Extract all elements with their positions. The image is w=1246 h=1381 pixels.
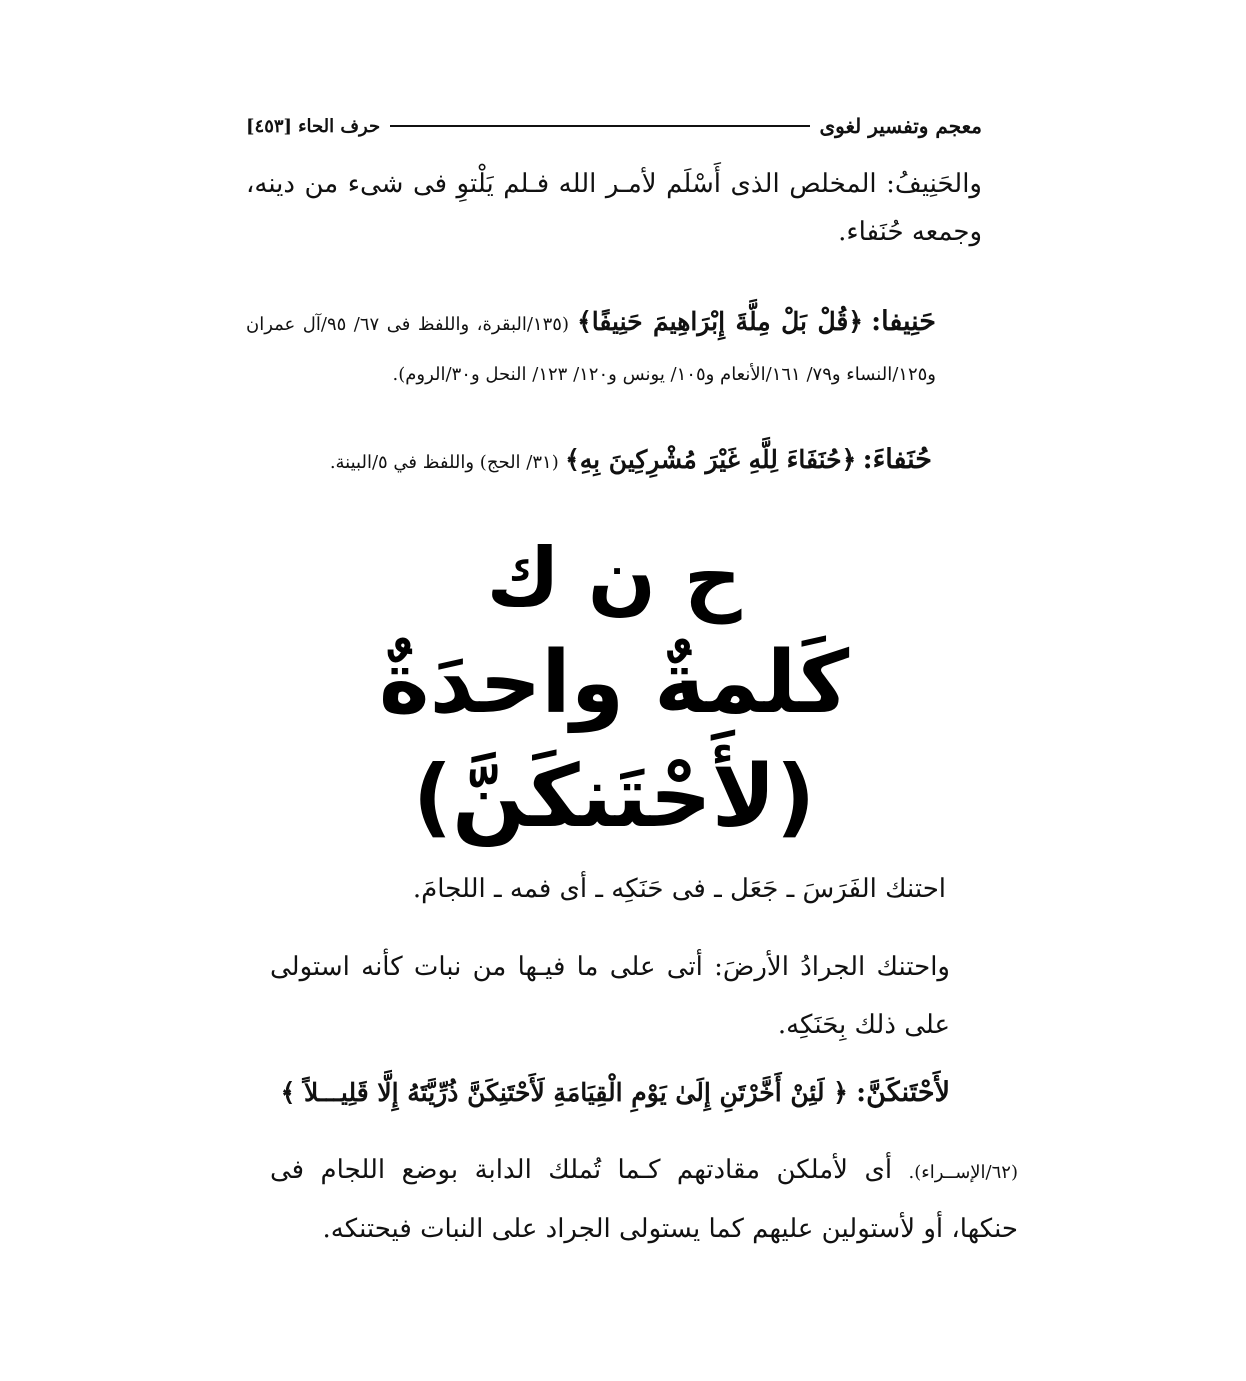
explanation-text: أى لأملكن مقادتهم كـما تُملك الدابة بوضع اللجام فى حنكها، أو لأستولين عليهم كما يستولى الجراد على النبات فيحتنكه.: [270, 1155, 1018, 1244]
reference-isra: (٦٢/الإســراء).: [908, 1162, 1018, 1183]
book-title: معجم وتفسير لغوى: [819, 114, 982, 138]
page-number: [٤٥٣]: [246, 115, 293, 137]
quran-usage-explanation: [270, 1142, 1018, 1257]
header-rule: [390, 125, 809, 127]
verse-hanifan: ﴿قُلْ بَلْ مِلَّةَ إِبْرَاهِيمَ حَنِيفًا﴾: [577, 307, 864, 336]
reference-hunafa: (٣١/ الحج) واللفظ في ٥/البينة.: [329, 452, 559, 473]
lemma-lahtanikanna: لأَحْتَنكَنَّ:: [856, 1077, 950, 1108]
verse-hunafa: ﴿حُنَفَاءَ لِلَّهِ غَيْرَ مُشْرِكِينَ بِهِ﴾: [565, 445, 857, 474]
root-word: (لأَحْتَنكَنَّ): [412, 747, 816, 847]
quran-usage-line: [270, 1070, 950, 1116]
running-header: [246, 104, 982, 148]
entry-hanif-definition: والحَنِيفُ: المخلص الذى أَسْلَم لأمـر الله فـلم يَلْتوِ فى شىء من دينه، وجمعه حُنَفاء.: [246, 169, 982, 247]
root-letters-heading: ح ن ك: [486, 531, 742, 624]
body-line-ihtanaka-faras: احتنك الفَرَسَ ـ جَعَل ـ فى حَنَكِه ـ أى فمه ـ اللجامَ.: [412, 874, 946, 904]
usage-hanifan: [246, 298, 936, 399]
reference-hanifan: (١٣٥/البقرة، واللفظ فى ٦٧/ ٩٥/آل عمران و١٢٥/النساء و٧٩/ ١٦١/الأنعام و١٠٥/ يونس و١٢٠/ ١٢٣/ النحل و٣٠/الروم).: [246, 314, 936, 385]
chapter-title: حرف الحاء: [298, 115, 381, 137]
body-line-ihtanaka-jarad: واحتنك الجرادُ الأرضَ: أتى على ما فيـها من نبات كأنه استولى على ذلك بِحَنَكِه.: [270, 952, 950, 1040]
verse-isra: ﴿ لَئِنْ أَخَّرْتَنِ إِلَىٰ يَوْمِ الْقِيَامَةِ لَأَحْتَنِكَنَّ ذُرِّيَّتَهُ إِلَّا قَلِيـــلاً ﴾: [280, 1078, 848, 1107]
lemma-hunafa: حُنَفاءَ:: [862, 444, 932, 475]
root-subtitle: كَلمةٌ واحدَةٌ: [378, 633, 850, 733]
usage-hunafa: [310, 440, 932, 483]
lemma-hanifan: حَنِيفا:: [871, 306, 936, 337]
